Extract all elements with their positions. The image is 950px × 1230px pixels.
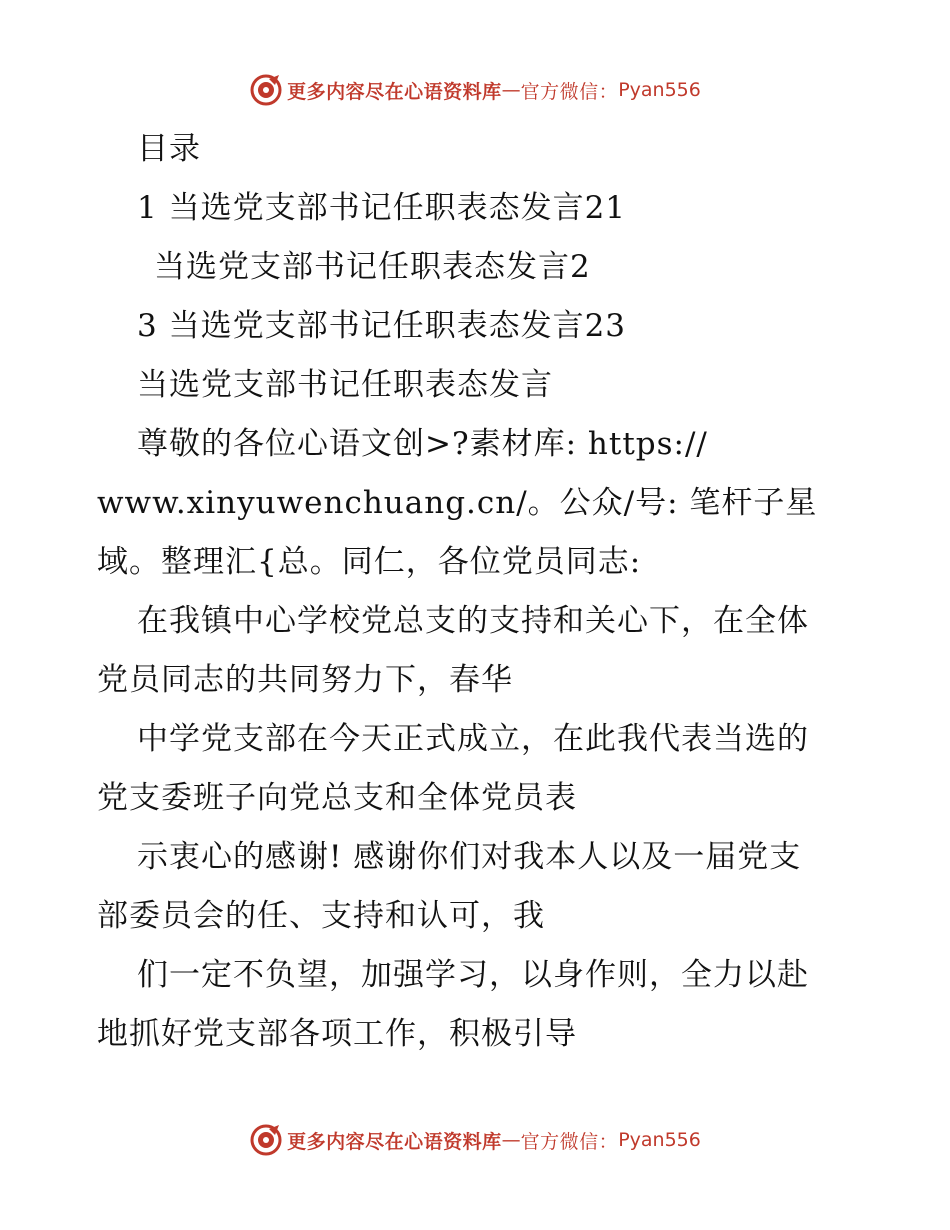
paragraph-line: 地抓好党支部各项工作，积极引导 — [97, 1016, 577, 1052]
banner-wechat-label: 官方微信： — [520, 1130, 619, 1153]
paragraph-line: 部委员会的任、支持和认可，我 — [97, 898, 545, 934]
banner-title: 更多内容尽在心语资料库 — [287, 80, 502, 103]
banner-title: 更多内容尽在心语资料库 — [287, 1130, 502, 1153]
banner-separator: — — [501, 1129, 521, 1151]
paragraph-line: 域。整理汇{总。同仁，各位党员同志: — [97, 544, 642, 580]
paragraph-line: 们一定不负望，加强学习，以身作则，全力以赴 — [137, 957, 809, 993]
toc-title: 目录 — [137, 131, 201, 167]
paragraph-line: 党员同志的共同努力下，春华 — [97, 662, 513, 698]
section-heading: 当选党支部书记任职表态发言 — [137, 367, 553, 403]
toc-item: 当选党支部书记任职表态发言2 — [154, 249, 591, 285]
footer-banner — [0, 1120, 950, 1160]
paragraph-line: 在我镇中心学校党总支的支持和关心下，在全体 — [137, 603, 809, 639]
paragraph-line: 尊敬的各位心语文创>?素材库: https:// — [137, 426, 708, 462]
banner-wechat-label: 官方微信： — [520, 80, 619, 103]
paragraph-line: www.xinyuwenchuang.cn/。公众/号: 笔杆子星 — [97, 485, 818, 521]
paragraph-line: 党支委班子向党总支和全体党员表 — [97, 780, 577, 816]
toc-item: 1 当选党支部书记任职表态发言21 — [137, 190, 627, 226]
banner-wechat-id: Pyan556 — [618, 79, 701, 101]
pen-logo-icon — [249, 1123, 283, 1157]
banner-wechat-id: Pyan556 — [618, 1129, 701, 1151]
pen-logo-icon — [249, 73, 283, 107]
paragraph-line: 示衷心的感谢! 感谢你们对我本人以及一届党支 — [137, 839, 802, 875]
banner-separator: — — [501, 79, 521, 101]
document-body — [97, 120, 867, 1064]
header-banner — [0, 70, 950, 110]
toc-item: 3 当选党支部书记任职表态发言23 — [137, 308, 627, 344]
paragraph-line: 中学党支部在今天正式成立，在此我代表当选的 — [137, 721, 809, 757]
